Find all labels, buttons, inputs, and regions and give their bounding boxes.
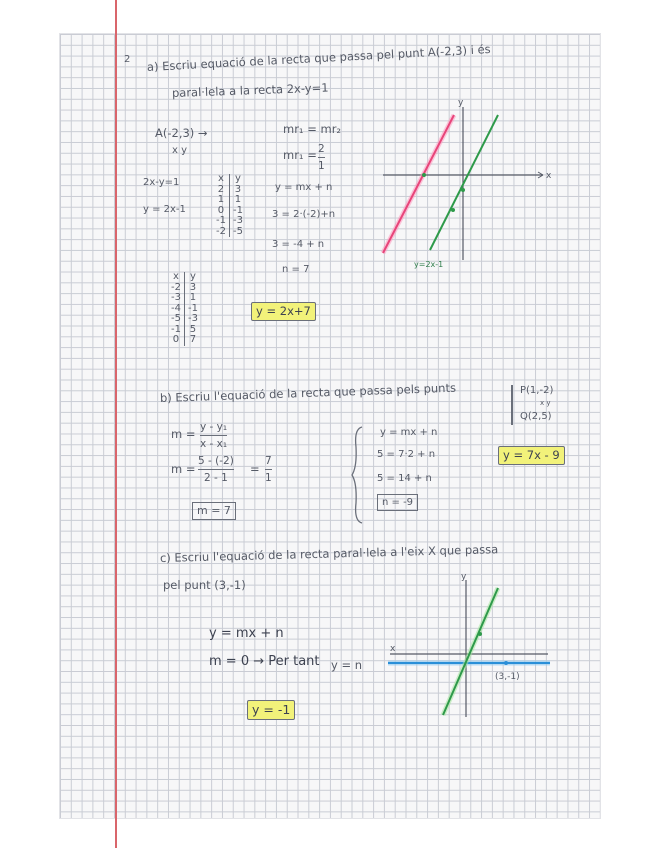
equals-sign: = [250,462,260,476]
slope-substitution [198,455,234,484]
step-general-form: y = mx + n [275,182,333,193]
part-c-answer: y = -1 [247,700,295,720]
slope-denominator: 1 [318,160,325,172]
part-b-heading: b) Escriu l'equació de la recta que passa pels punts [159,380,457,405]
slope-label-2: m = [171,462,196,476]
point-p: P(1,-2) [520,385,554,396]
points-bracket [511,385,513,425]
step-n-value: n = 7 [282,264,310,275]
graph-a-x-label: x [546,171,552,181]
part-b-step1: y = mx + n [380,427,438,438]
graph-c-green-line [443,588,498,715]
graph-a-y-label: y [458,98,464,108]
slope-value-label: mr₁ = [283,148,317,162]
slope-fraction [318,143,325,172]
slope-substitution-denominator: 2 - 1 [203,472,228,484]
step-substitution: 3 = 2·(-2)+n [272,209,336,220]
graph-a-line-label: y=2x-1 [414,260,444,269]
slope-result-denominator: 1 [265,472,272,484]
value-table-2-y-column: y 3 1 -1 -3 5 7 [187,271,198,345]
graph-a-green-line [430,115,498,250]
value-table-2 [168,272,201,346]
slope-result-box: m = 7 [192,502,236,520]
point-a-xy: x y [172,145,188,156]
slope-formula-denominator: x - x₁ [200,438,228,450]
margin-line [115,0,117,848]
slope-substitution-numerator: 5 - (-2) [198,455,234,467]
slope-result-numerator: 7 [265,455,272,467]
value-table-1-x-column: x 2 1 0 -1 -2 [213,174,230,237]
slope-formula [200,421,227,450]
slope-formula-numerator: y - y₁ [200,421,228,433]
part-b-n-box: n = -9 [377,494,418,511]
slope-label-1: m = [171,427,196,441]
part-c-step1: y = mx + n [209,626,284,641]
original-equation: 2x-y=1 [143,177,180,188]
graph-c-y-label: y [461,572,467,582]
graph-c-x-label: x [390,644,396,654]
part-c-step2-right: y = n [331,658,363,672]
system-brace [350,425,364,525]
page-number: 2 [124,54,131,65]
part-b-answer: y = 7x - 9 [498,446,565,465]
solved-equation: y = 2x-1 [143,204,186,215]
point-a: A(-2,3) → [155,126,208,140]
slope-numerator: 2 [318,143,325,155]
part-a-heading-line1: a) Escriu equació de la recta que passa pel punt A(-2,3) i és [146,42,491,74]
part-c-step2-left: m = 0 → Per tant [209,654,320,669]
graph-part-a [378,95,578,275]
xy-hint: x y [540,399,551,407]
point-q: Q(2,5) [520,411,552,422]
slope-equality: mr₁ = mr₂ [283,122,342,136]
graph-c-point-label: (3,-1) [495,672,520,682]
value-table-1-y-column: y 3 1 -1 -3 -5 [232,173,243,237]
slope-result-fraction [265,455,272,484]
part-a-answer: y = 2x+7 [251,302,316,321]
part-a-heading-line2: paral·lela a la recta 2x-y=1 [171,80,329,100]
graph-a-pink-line [383,115,454,253]
part-c-heading-line1: c) Escriu l'equació de la recta paral·lela a l'eix X que passa [159,542,499,565]
part-b-step2: 5 = 7·2 + n [377,449,436,460]
part-b-step3: 5 = 14 + n [377,473,432,484]
value-table-2-x-column: x -2 -3 -4 -5 -1 0 [168,272,185,346]
step-simplified: 3 = -4 + n [272,239,325,250]
value-table-1 [213,174,246,237]
part-c-heading-line2: pel punt (3,-1) [163,578,246,592]
graph-part-c [388,572,568,722]
